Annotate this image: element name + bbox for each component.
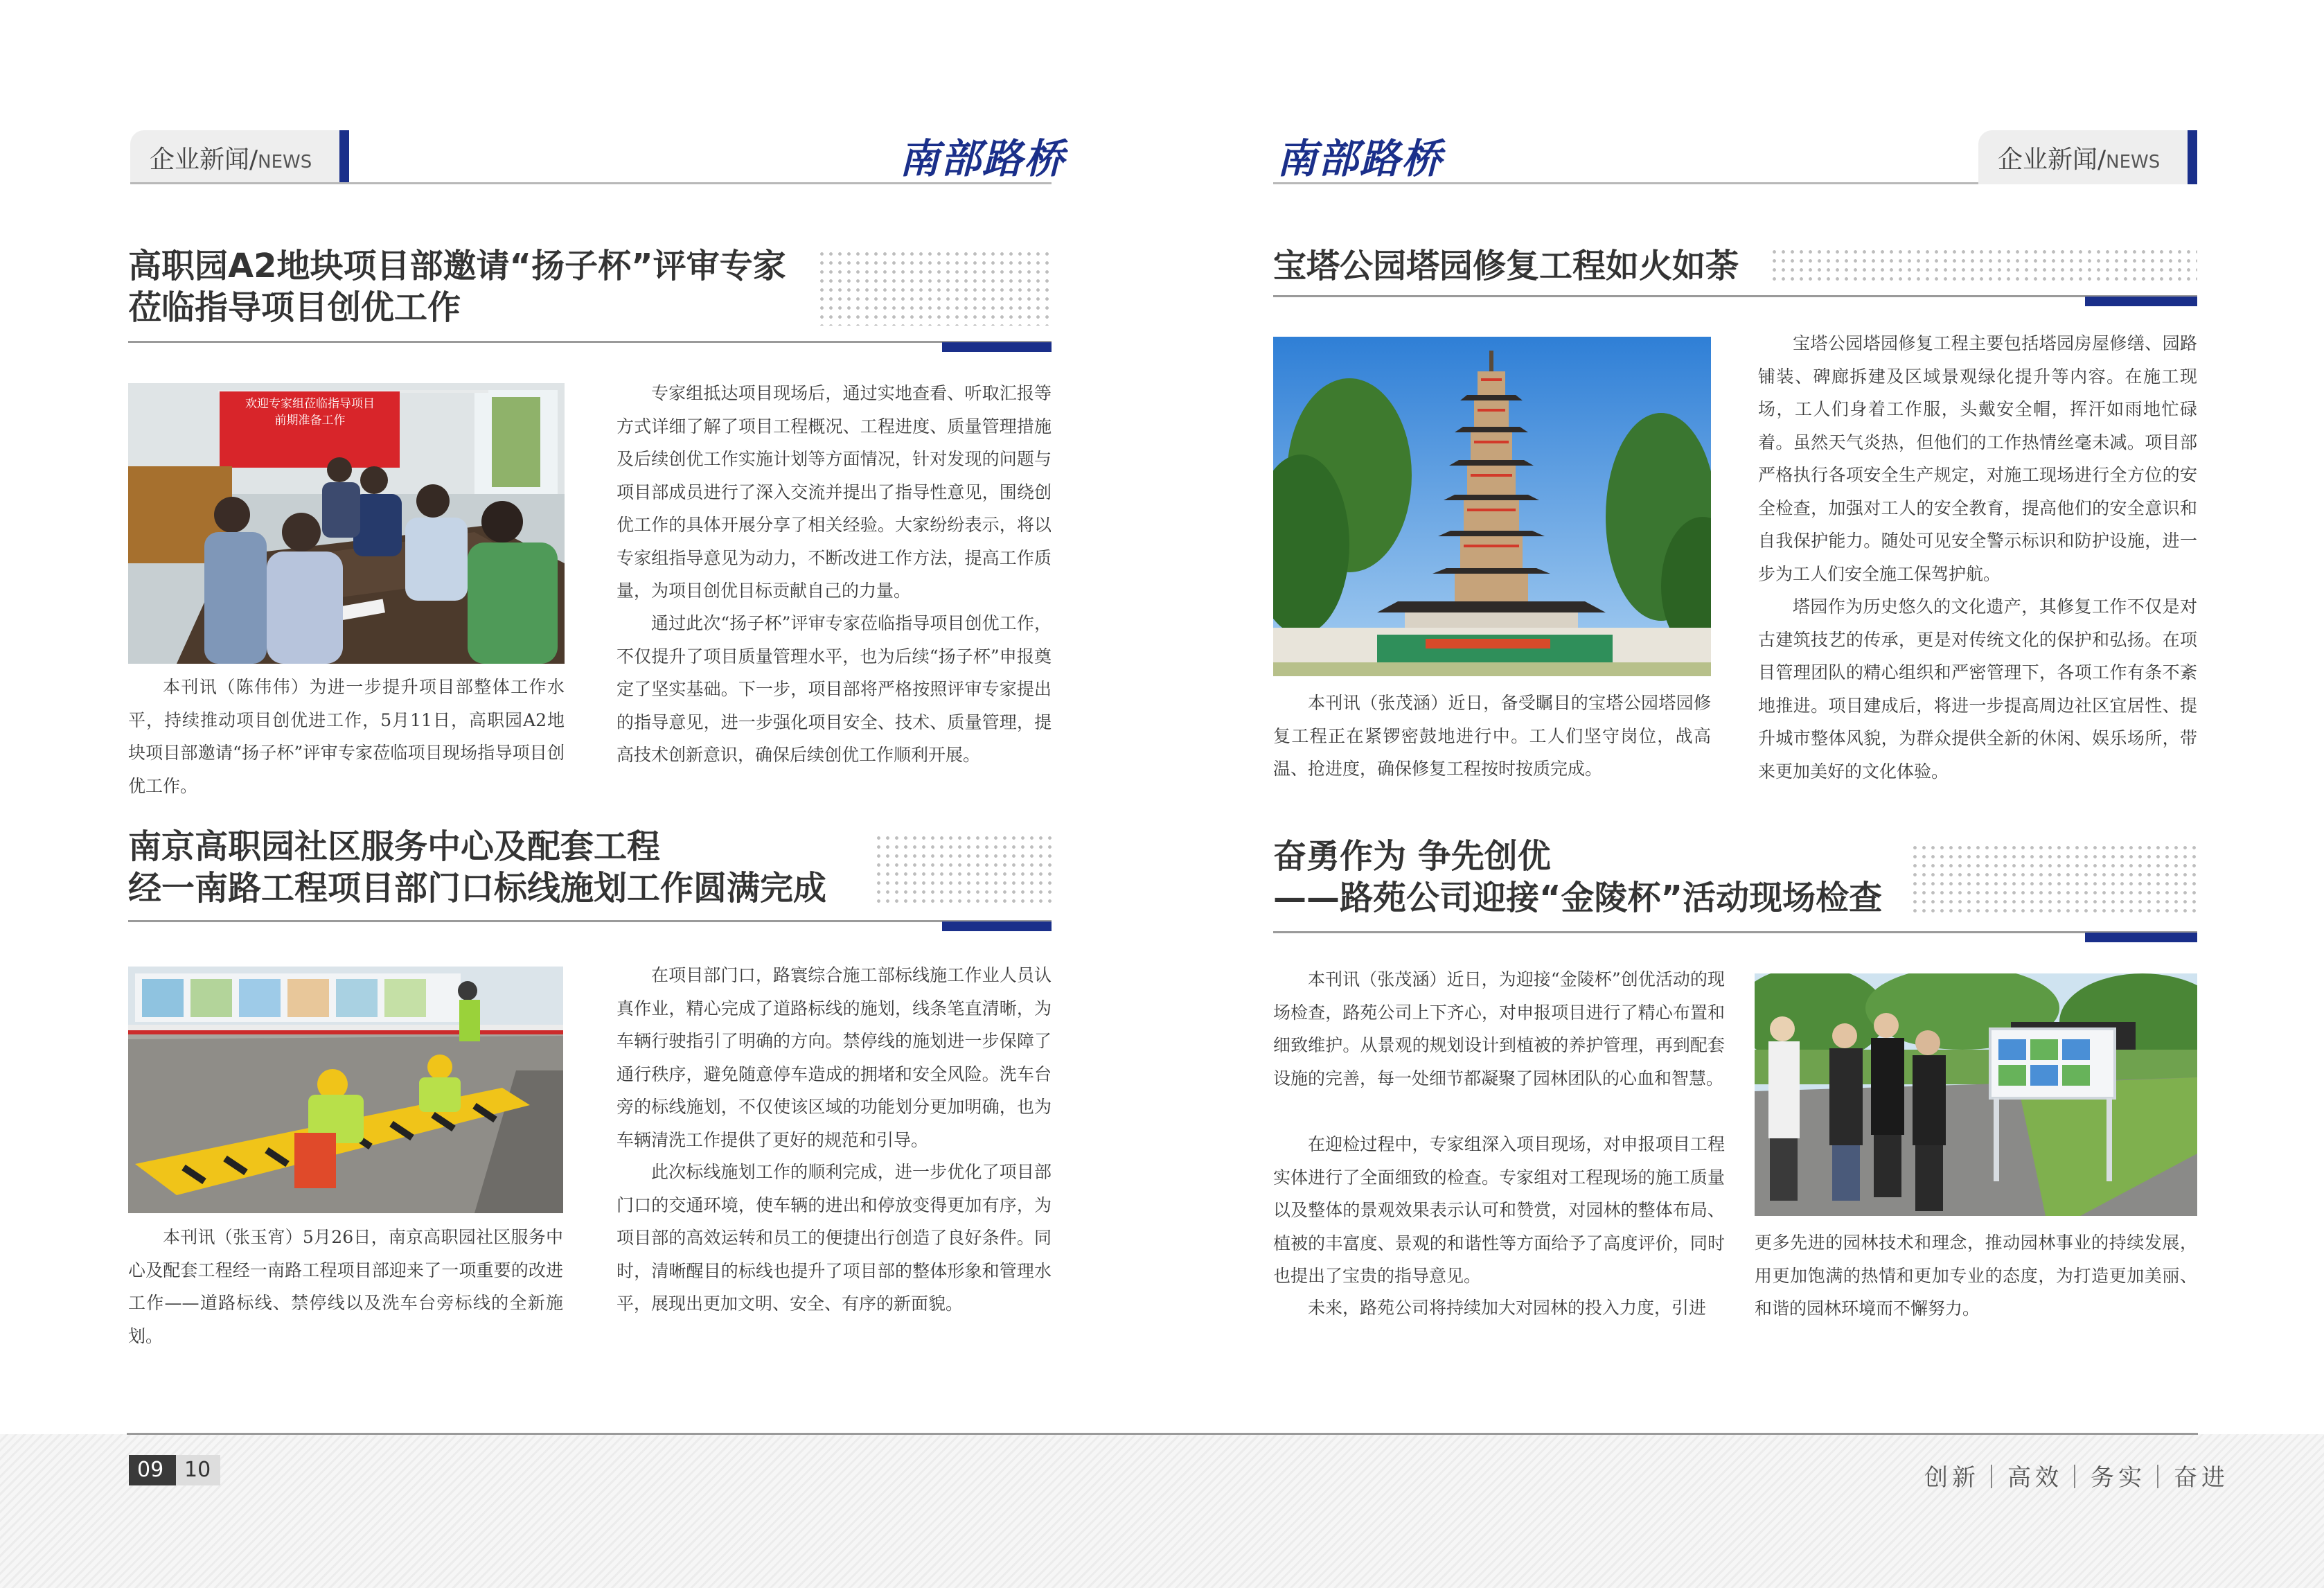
article3-dot-pattern — [1770, 247, 2197, 285]
right-brand-logo: 南部路桥 — [1277, 135, 1444, 182]
footer-motto: 创新｜高效｜务实｜奋进 — [1924, 1464, 2229, 1492]
left-tab-cn: 企业新闻 — [150, 145, 250, 174]
page-number-right-box — [176, 1455, 220, 1485]
article4-paragraph4: 更多先进的园林技术和理念，推动园林事业的持续发展，用更加饱满的热情和更加专业的态度，为打造更加美丽、和谐的园林环境而不懈努力。 — [1755, 1233, 2197, 1318]
article4-inspection-photo — [1755, 973, 2197, 1216]
article4-dot-pattern — [1910, 843, 2197, 912]
right-section-tab — [1978, 130, 2197, 184]
article4-title — [1273, 836, 1882, 919]
article2-paragraph2: 此次标线施划工作的顺利完成，进一步优化了项目部门口的交通环境，使车辆的进出和停放变得更加有序，为项目部的高效运转和员工的便捷出行创造了良好条件。同时，清晰醒目的标线也提升了项目部的整体形象和管理水平，展现出更加文明、安全、有序的新面貌。 — [617, 1162, 1052, 1314]
left-section-tab — [130, 130, 349, 184]
page-number-left-box — [129, 1455, 176, 1485]
inspection-illustration — [1755, 973, 2197, 1216]
right-tab-cn: 企业新闻 — [1998, 145, 2098, 174]
article4-accent-bar — [2085, 933, 2197, 942]
article2-title-line2: 经一南路工程项目部门口标线施划工作圆满完成 — [128, 869, 827, 908]
right-tab-sep: / — [2097, 145, 2106, 174]
article2-paragraph1: 在项目部门口，路寰综合施工部标线施工作业人员认真作业，精心完成了道路标线的施划，线条笔直清晰，为车辆行驶指引了明确的方向。禁停线的施划进一步保障了通行秩序，避免随意停车造成的拥堵和安全风险。洗车台旁的标线施划，不仅使该区域的功能划分更加明确，也为车辆清洗工作提供了更好的规范和引导。 — [617, 965, 1052, 1150]
article1-paragraph1: 专家组抵达项目现场后，通过实地查看、听取汇报等方式详细了解了项目工程概况、工程进度、质量管理措施及后续创优工作实施计划等方面情况，针对发现的问题与项目部成员进行了深入交流并提出了指导性意见，围绕创优工作的具体开展分享了相关经验。大家纷纷表示，将以专家组指导意见为动力，不断改进工作方法，提高工作质量，为项目创优目标贡献自己的力量。 — [617, 383, 1052, 601]
article1-meeting-photo — [128, 383, 565, 664]
article3-caption: 本刊讯（张茂涵）近日，备受瞩目的宝塔公园塔园修复工程正在紧锣密鼓地进行中。工人们坚守岗位，战高温、抢进度，确保修复工程按时按质完成。 — [1273, 693, 1711, 779]
article3-pagoda-photo — [1273, 337, 1711, 676]
right-tab-en: NEWS — [2106, 152, 2161, 173]
left-brand-logo: 南部路桥 — [899, 135, 1066, 182]
footer-line — [127, 1433, 2198, 1435]
meeting-banner-line1: 欢迎专家组莅临指导项目 — [245, 397, 375, 411]
article3-accent-bar — [2085, 297, 2197, 306]
article1-rule — [128, 341, 1052, 343]
article3-paragraph2: 塔园作为历史悠久的文化遗产，其修复工作不仅是对古建筑技艺的传承，更是对传统文化的保护和弘扬。在项目管理团队的精心组织和严密管理下，各项工作有条不紊地推进。项目建成后，将进一步提高周边社区宜居性、提升城市整体风貌，为群众提供全新的休闲、娱乐场所，带来更加美好的文化体验。 — [1758, 597, 2197, 782]
article1-caption: 本刊讯（陈伟伟）为进一步提升项目部整体工作水平，持续推动项目创优进工作，5月11日，高职园A2地块项目部邀请“扬子杯”评审专家莅临项目现场指导项目创优工作。 — [128, 677, 565, 796]
left-tab-sep: / — [249, 145, 258, 174]
article2-dot-pattern — [874, 833, 1052, 903]
article4-paragraph2: 在迎检过程中，专家组深入项目现场，对申报项目工程实体进行了全面细致的检查。专家组对工程现场的施工质量以及整体的景观效果表示认可和赞赏，对园林的整体布局、植被的丰富度、景观的和谐性等方面给予了高度评价，同时也提出了宝贵的指导意见。 — [1273, 1134, 1725, 1286]
article1-accent-bar — [942, 342, 1052, 352]
article1-dot-pattern — [817, 249, 1052, 326]
page-number-left: 09 — [137, 1458, 164, 1482]
article2-title — [128, 826, 826, 909]
article2-caption: 本刊讯（张玉宵）5月26日，南京高职园社区服务中心及配套工程经一南路工程项目部迎来了一项重要的改进工作——道路标线、禁停线以及洗车台旁标线的全新施划。 — [128, 1227, 563, 1346]
article4-paragraph1: 本刊讯（张茂涵）近日，为迎接“金陵杯”创优活动的现场检查，路苑公司上下齐心，对申报项目进行了精心布置和细致维护。从景观的规划设计到植被的养护管理，再到配套设施的完善，每一处细节都凝聚了园林团队的心血和智慧。 — [1273, 969, 1725, 1088]
article2-title-line1: 南京高职园社区服务中心及配套工程 — [128, 827, 661, 866]
left-tab-en: NEWS — [258, 152, 312, 173]
article4-rule — [1273, 931, 2197, 933]
article1-paragraph2: 通过此次“扬子杯”评审专家莅临指导项目创优工作，不仅提升了项目质量管理水平，也为后续“扬子杯”申报奠定了坚实基础。下一步，项目部将严格按照评审专家提出的指导意见，进一步强化项目安全、技术、质量管理，提高技术创新意识，确保后续创优工作顺利开展。 — [617, 613, 1052, 765]
article1-title-line2: 莅临指导项目创优工作 — [128, 288, 461, 327]
article1-title-line1: 高职园A2地块项目部邀请“扬子杯”评审专家 — [128, 247, 786, 285]
article3-paragraph1: 宝塔公园塔园修复工程主要包括塔园房屋修缮、园路铺装、碑廊拆建及区域景观绿化提升等内容。在施工现场，工人们身着工作服，头戴安全帽，挥汗如雨地忙碌着。虽然天气炎热，但他们的工作热情丝毫未减。项目部严格执行各项安全生产规定，对施工现场进行全方位的安全检查，加强对工人的安全教育，提高他们的安全意识和自我保护能力。随处可见安全警示标识和防护设施，进一步为工人们安全施工保驾护航。 — [1758, 333, 2197, 584]
article3-title: 宝塔公园塔园修复工程如火如荼 — [1273, 247, 1739, 285]
article2-accent-bar — [942, 921, 1052, 931]
page-number-right: 10 — [184, 1458, 211, 1482]
article1-title — [128, 245, 786, 328]
pagoda-illustration — [1273, 337, 1711, 676]
article2-road-marking-photo — [128, 967, 563, 1213]
article3-rule — [1273, 295, 2197, 297]
road-marking-illustration — [128, 967, 563, 1213]
article2-rule — [128, 920, 1052, 922]
article4-title-line1: 奋勇作为 争先创优 — [1273, 837, 1551, 876]
article4-paragraph3: 未来，路苑公司将持续加大对园林的投入力度，引进 — [1308, 1298, 1707, 1318]
meeting-banner-line2: 前期准备工作 — [274, 414, 346, 427]
article4-title-line2: ——路苑公司迎接“金陵杯”活动现场检查 — [1273, 879, 1883, 917]
footer-stripe-band — [0, 1434, 2324, 1588]
